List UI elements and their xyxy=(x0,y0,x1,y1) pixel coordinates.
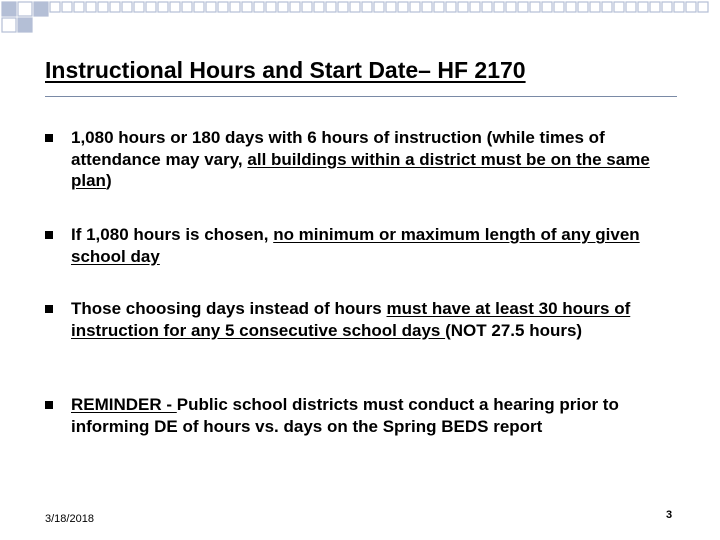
square-bullet-icon xyxy=(45,401,53,409)
bullet-text-plain: (NOT 27.5 hours) xyxy=(445,320,583,340)
bullet-text-underlined: REMINDER - xyxy=(71,395,177,414)
bullet-text-plain: Those choosing days instead of hours xyxy=(71,299,387,318)
square-bullet-icon xyxy=(45,305,53,313)
bullet-text xyxy=(71,127,685,192)
bullet-text-underlined: no minimum or maximum length of any given school day xyxy=(71,225,640,266)
title-block xyxy=(45,56,685,84)
title-divider xyxy=(45,96,677,97)
square-bullet-icon xyxy=(45,134,53,142)
footer-date: 3/18/2018 xyxy=(45,513,94,525)
bullet-text-plain: Public school districts must conduct a hearing prior to informing DE of hours vs. days on the Spring BEDS report xyxy=(71,395,619,436)
bullet-text-plain: ) xyxy=(105,171,112,190)
page-number: 3 xyxy=(666,509,673,521)
bullet-text-underlined: all buildings within a district must be on the same plan xyxy=(71,149,650,190)
bullet-text xyxy=(71,224,685,267)
bullet-text xyxy=(71,394,685,437)
bullet-text-underlined: must have at least 30 hours of instruction for any 5 consecutive school days xyxy=(71,299,631,340)
bullet-text xyxy=(71,298,685,341)
slide-title: Instructional Hours and Start Date– HF 2170 xyxy=(45,57,526,83)
bullet-text-plain: If 1,080 hours is chosen, xyxy=(71,225,274,244)
square-bullet-icon xyxy=(45,231,53,239)
bullet-text-plain: 1,080 hours or 180 days with 6 hours of instruction (while times of attendance may vary, xyxy=(71,128,605,169)
corner-checker-decoration xyxy=(0,0,720,40)
